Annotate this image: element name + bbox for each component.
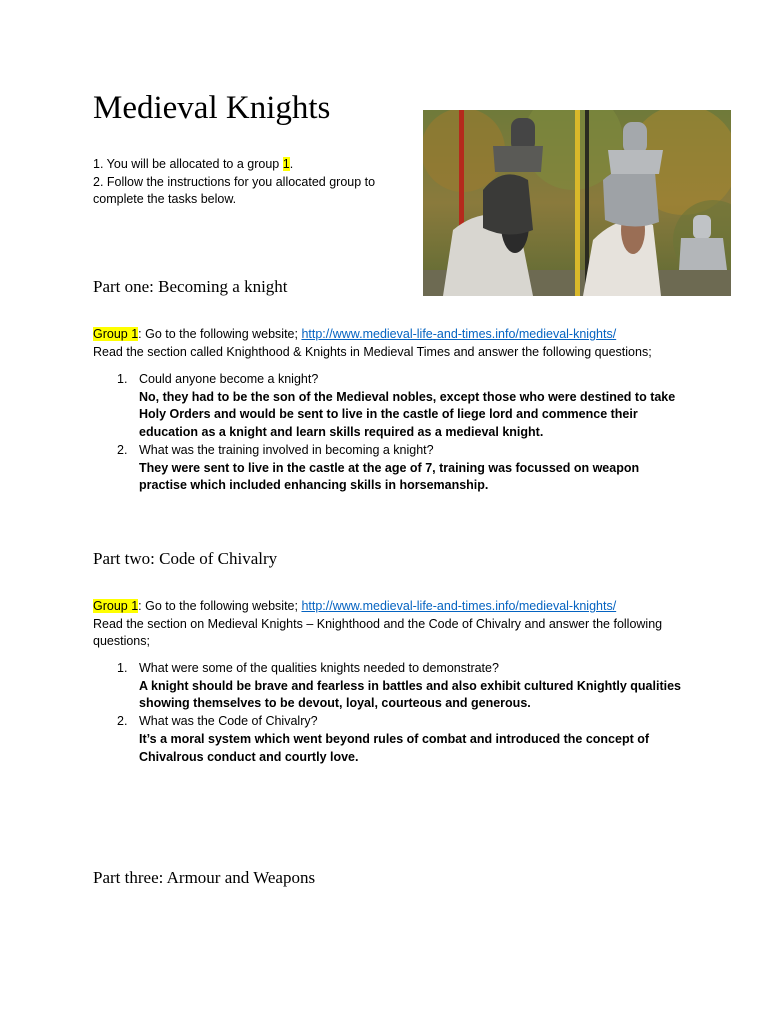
question-text: What was the Code of Chivalry? <box>139 714 318 729</box>
part-one-heading: Part one: Becoming a knight <box>93 277 288 296</box>
question-number: 2. <box>117 714 128 729</box>
knights-photo <box>423 110 731 296</box>
part-one-group-text: : Go to the following website; <box>138 327 302 341</box>
intro-line-2: 2. Follow the instructions for you allocated group to complete the tasks below. <box>93 174 376 206</box>
part-one-group-line <box>93 326 693 344</box>
part-two-group-instruction <box>93 598 693 651</box>
question-text: What were some of the qualities knights needed to demonstrate? <box>139 661 499 675</box>
question-number: 1. <box>117 372 128 386</box>
question-number: 1. <box>117 661 128 675</box>
intro-instructions <box>93 156 413 209</box>
intro-line-1-text: 1. You will be allocated to a group <box>93 157 283 171</box>
list-item <box>93 371 683 442</box>
part-three-heading: Part three: Armour and Weapons <box>93 868 316 887</box>
intro-line-1-suffix: . <box>289 157 294 171</box>
part-two-questions <box>93 660 683 766</box>
part-two-group-text: : Go to the following website; <box>138 599 302 613</box>
part-two-website-link[interactable]: http://www.medieval-life-and-times.info/medieval-knights/ <box>301 599 617 613</box>
part-two-heading: Part two: Code of Chivalry <box>93 549 278 568</box>
part-two-group-label: Group 1 <box>93 599 139 613</box>
part-one-website-link[interactable]: http://www.medieval-life-and-times.info/medieval-knights/ <box>301 327 617 341</box>
part-two-instruction: Read the section on Medieval Knights – Knighthood and the Code of Chivalry and answer the following questions; <box>93 616 663 648</box>
list-item <box>93 713 683 766</box>
question-text: What was the training involved in becoming a knight? <box>139 442 434 457</box>
intro-line-1 <box>93 156 413 174</box>
part-one-group-label: Group 1 <box>93 327 139 341</box>
part-two-group-line <box>93 598 693 616</box>
answer-text: A knight should be brave and fearless in battles and also exhibit cultured Knightly qualities showing themselves to be devout, loyal, courteous and generous. <box>139 678 681 711</box>
answer-text: No, they had to be the son of the Medieval nobles, except those who were destined to take Holy Orders and would be sent to live in the castle of liege lord and commence their education as a knight and learn skills required as a medieval knight. <box>139 389 676 440</box>
list-item <box>93 660 683 713</box>
list-item <box>93 442 683 495</box>
page-title: Medieval Knights <box>93 90 331 126</box>
answer-text: They were sent to live in the castle at the age of 7, training was focussed on weapon practise which included enhancing skills in horsemanship. <box>139 460 640 493</box>
part-one-questions <box>93 371 683 495</box>
question-number: 2. <box>117 442 128 457</box>
answer-text: It’s a moral system which went beyond rules of combat and introduced the concept of Chivalrous conduct and courtly love. <box>139 731 650 764</box>
question-text: Could anyone become a knight? <box>139 372 319 386</box>
part-one-instruction: Read the section called Knighthood & Knights in Medieval Times and answer the following questions; <box>93 344 652 359</box>
group-number-highlight: 1 <box>282 157 290 171</box>
part-one-group-instruction <box>93 326 693 361</box>
